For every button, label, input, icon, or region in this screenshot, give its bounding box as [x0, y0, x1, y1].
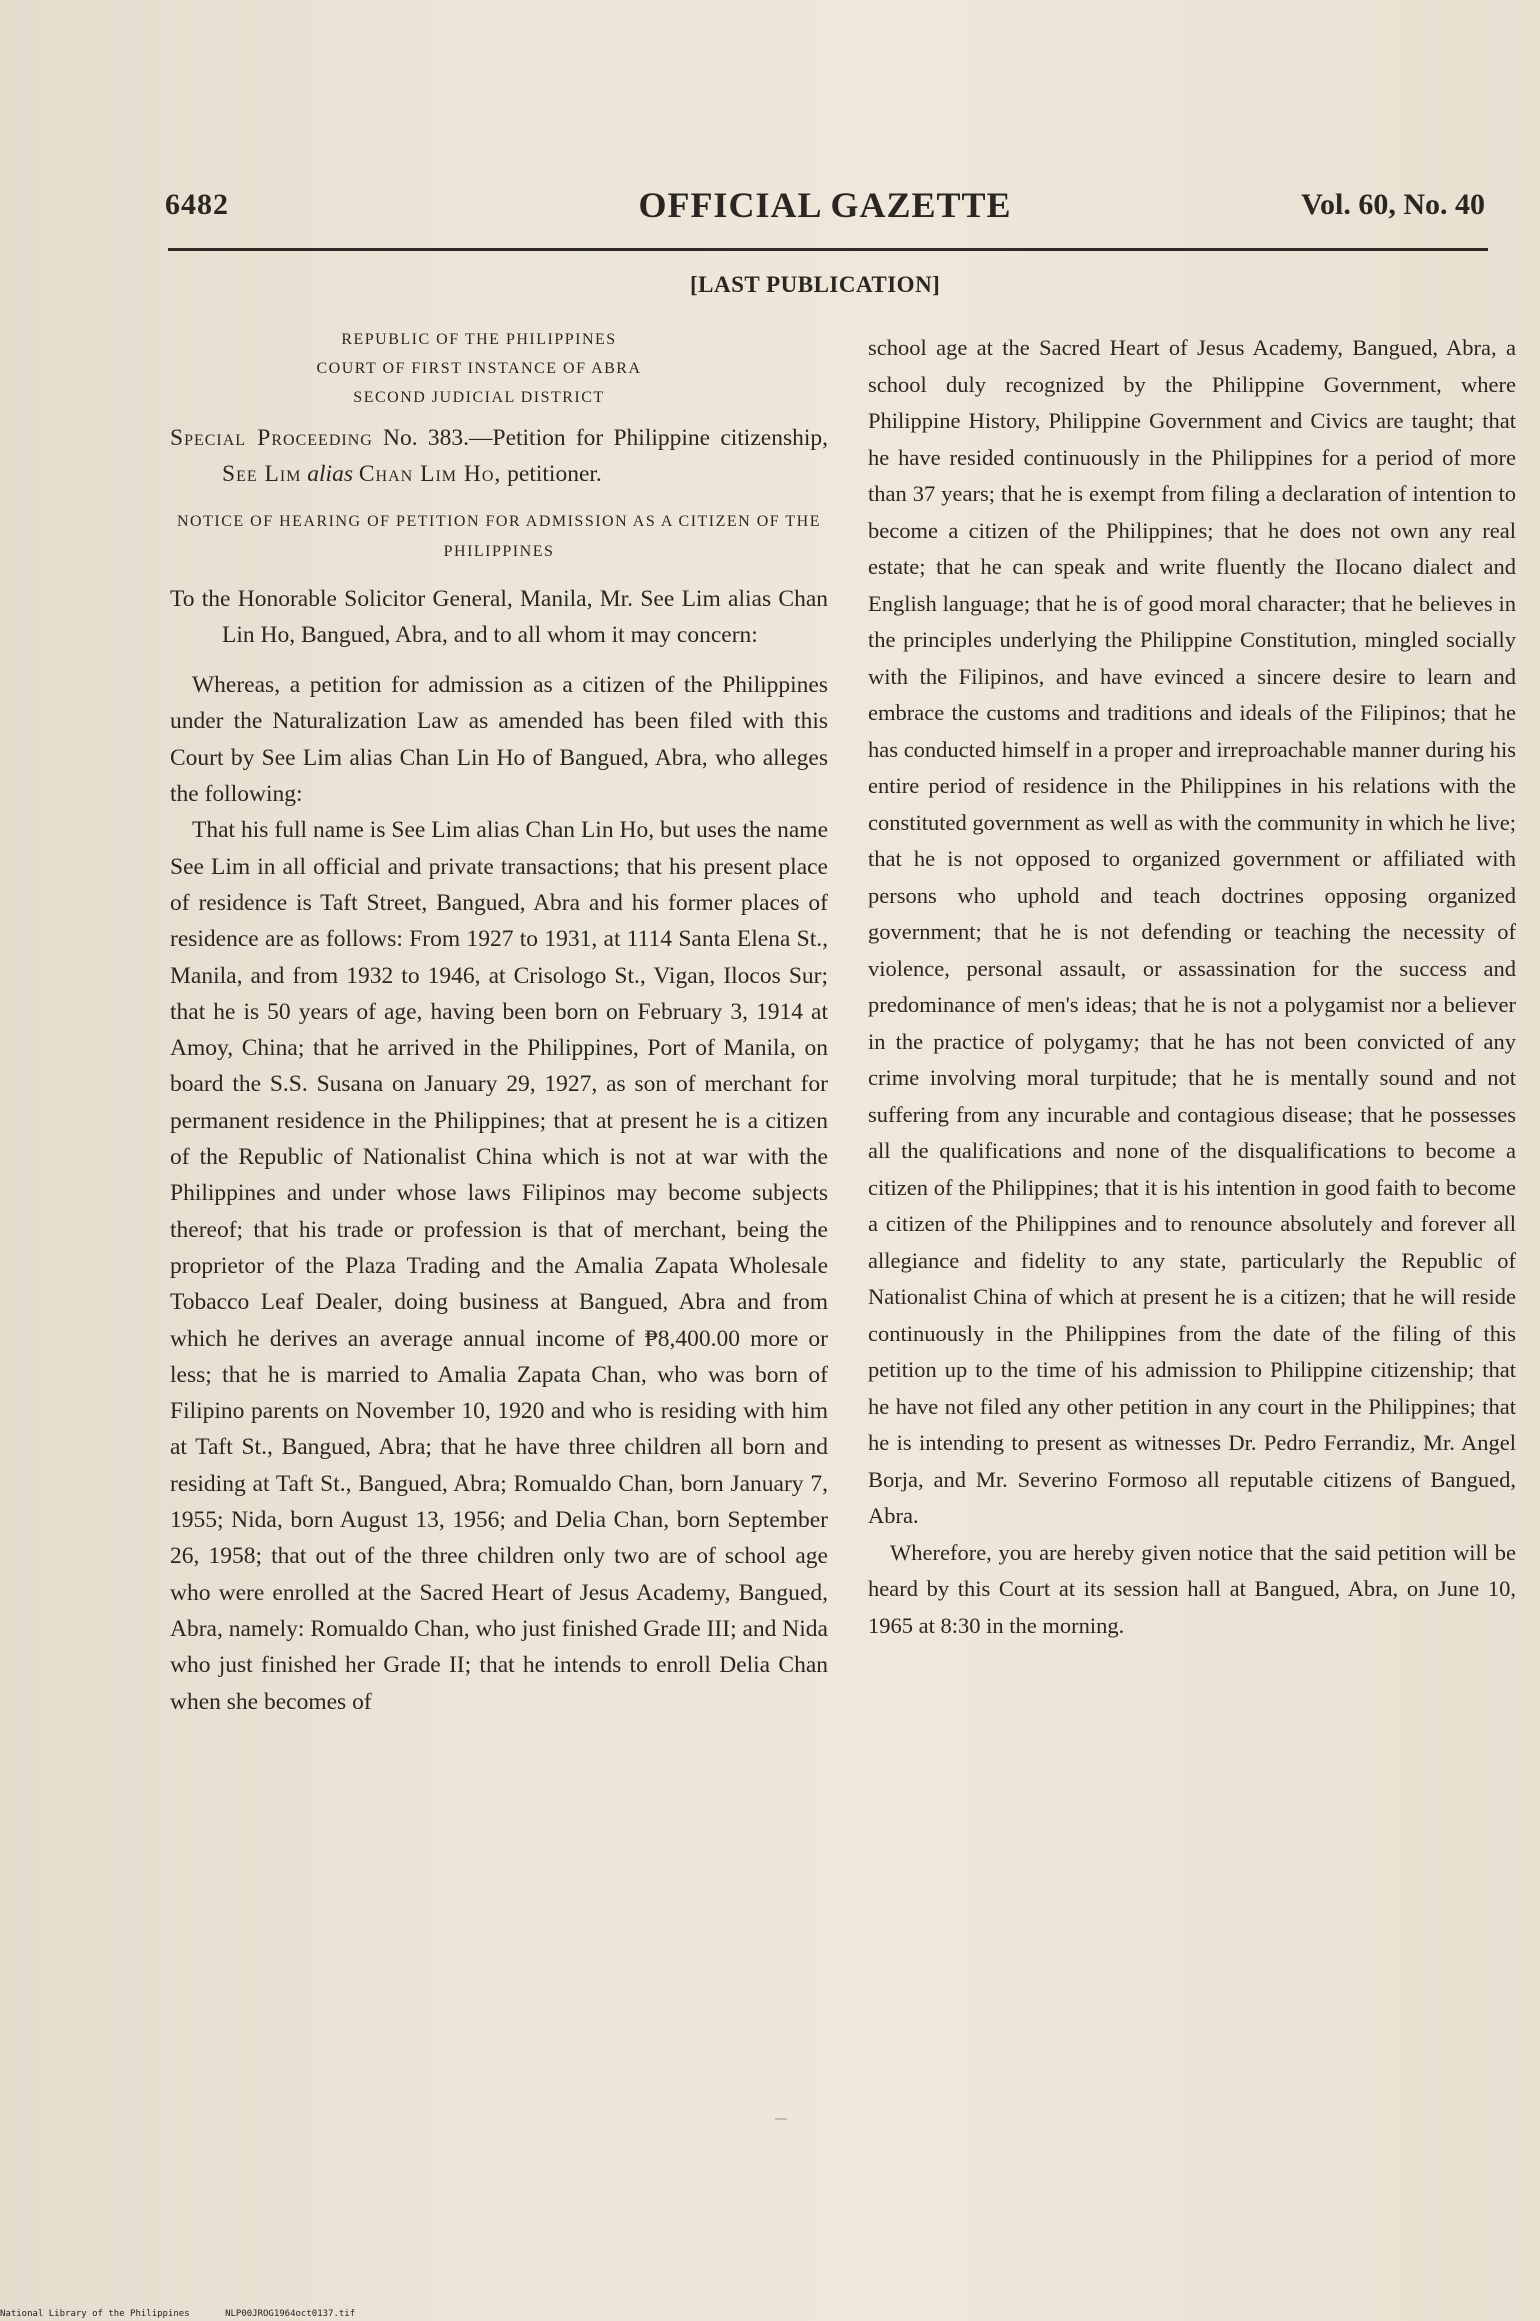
paragraph-allegations-continued: school age at the Sacred Heart of Jesus Academy, Bangued, Abra, a school duly recognized by the Philippine Government, where Philippine History, Philippine Government and Civics are taught; that he have resided continuously in the Philippines for a period of more than 37 years; that he is exempt from filing a declaration of intention to become a citizen of the Philippines; that he does not own any real estate; that he can speak and write fluently the Ilocano dialect and English language; that he is of good moral character; that he believes in the principles underlying the Philippine Constitution, mingled socially with the Filipinos, and have evinced a sincere desire to learn and embrace the customs and traditions and ideals of the Filipinos; that he has conducted himself in a proper and irreproachable manner during his entire period of residence in the Philippines in his relations with the constituted government as well as with the community in which he live; that he is not opposed to organized government or affiliated with persons who uphold and teach doctrines opposing organized government; that he is not defending or teaching the necessity of violence, personal assault, or assassination for the success and predominance of men's ideas; that he is not a polygamist nor a believer in the practice of polygamy; that he has not been convicted of any crime involving moral turpitude; that he is mentally sound and not suffering from any incurable and contagious disease; that he possesses all the qualifications and none of the disqualifications to become a citizen of the Philippines; that it is his intention in good faith to become a citizen of the Philippines and to renounce absolutely and forever all allegiance and fidelity to any state, particularly the Republic of Nationalist China of which at present he is a citizen; that he will reside continuously in the Philippines from the date of the filing of this petition up to the time of his admission to Philippine citizenship; that he have not filed any other petition in any court in the Philippines; that he is intending to present as witnesses Dr. Pedro Ferrandiz, Mr. Angel Borja, and Mr. Severino Formoso all reputable citizens of Bangued, Abra. [868, 335, 1516, 1528]
paragraph-whereas: Whereas, a petition for admission as a citizen of the Philippines under the Naturalization Law as amended has been filed with this Court by See Lim alias Chan Lin Ho of Bangued, Abra, who alleges the following: [170, 672, 828, 808]
court-heading [170, 325, 788, 412]
petitioner-name: See Lim [222, 461, 302, 488]
file-name: NLP00JROG1964oct0137.tif [225, 2309, 356, 2319]
proceeding-text: No. 383.—Petition for Philippine citizenship, [383, 425, 828, 451]
addressee: To the Honorable Solicitor General, Manila, Mr. See Lim alias Chan Lin Ho, Bangued, Abra, and to all whom it may concern: [170, 585, 828, 648]
notice-title: NOTICE OF HEARING OF PETITION FOR ADMISSION AS A CITIZEN OF THE PHILIPPINES [176, 512, 821, 560]
court-line-2: COURT OF FIRST INSTANCE OF ABRA [316, 360, 642, 377]
volume-number: Vol. 60, No. 40 [1301, 188, 1485, 221]
header-rule [168, 248, 1488, 251]
publication-tag: [LAST PUBLICATION] [690, 272, 941, 297]
petitioner-role: petitioner. [507, 461, 602, 488]
court-line-3: SECOND JUDICIAL DISTRICT [353, 389, 605, 406]
alias-word: alias [307, 461, 353, 488]
right-column [868, 330, 1516, 1644]
page-header [165, 180, 1485, 236]
scan-footer [0, 2309, 385, 2319]
proceeding-caption [170, 420, 828, 493]
paragraph-wherefore: Wherefore, you are hereby given notice that the said petition will be heard by this Court at its session hall at Bangued, Abra, on June 10, 1965 at 8:30 in the morning. [868, 1539, 1516, 1638]
publication-title: OFFICIAL GAZETTE [638, 185, 1012, 225]
decorative-dash [775, 2118, 787, 2120]
page-number: 6482 [165, 188, 229, 221]
paragraph-allegations: That his full name is See Lim alias Chan Lin Ho, but uses the name See Lim in all official and private transactions; that his present place of residence is Taft Street, Bangued, Abra and his former places of residence are as follows: From 1927 to 1931, at 1114 Santa Elena St., Manila, and from 1932 to 1946, at Crisologo St., Vigan, Ilocos Sur; that he is 50 years of age, having been born on February 3, 1914 at Amoy, China; that he arrived in the Philippines, Port of Manila, on board the S.S. Susana on January 29, 1927, as son of merchant for permanent residence in the Philippines; that at present he is a citizen of the Republic of Nationalist China which is not at war with the Philippines and under whose laws Filipinos may become subjects thereof; that his trade or profession is that of merchant, being the proprietor of the Plaza Trading and the Amalia Zapata Wholesale Tobacco Leaf Dealer, doing business at Bangued, Abra and from which he derives an average annual income of ₱8,400.00 more or less; that he is married to Amalia Zapata Chan, who was born of Filipino parents on November 10, 1920 and who is residing with him at Taft St., Bangued, Abra; that he have three children all born and residing at Taft St., Bangued, Abra; Romualdo Chan, born January 7, 1955; Nida, born August 13, 1956; and Delia Chan, born September 26, 1958; that out of the three children only two are of school age who were enrolled at the Sacred Heart of Jesus Academy, Bangued, Abra, namely: Romualdo Chan, who just finished Grade III; and Nida who just finished her Grade II; that he intends to enroll Delia Chan when she becomes of [170, 817, 828, 1715]
alias-name: Chan Lim Ho, [358, 461, 502, 488]
proceeding-label: Special Proceeding [170, 425, 373, 451]
library-name: National Library of the Philippines [0, 2309, 190, 2319]
left-column [170, 325, 828, 1720]
court-line-1: REPUBLIC OF THE PHILIPPINES [341, 331, 617, 348]
